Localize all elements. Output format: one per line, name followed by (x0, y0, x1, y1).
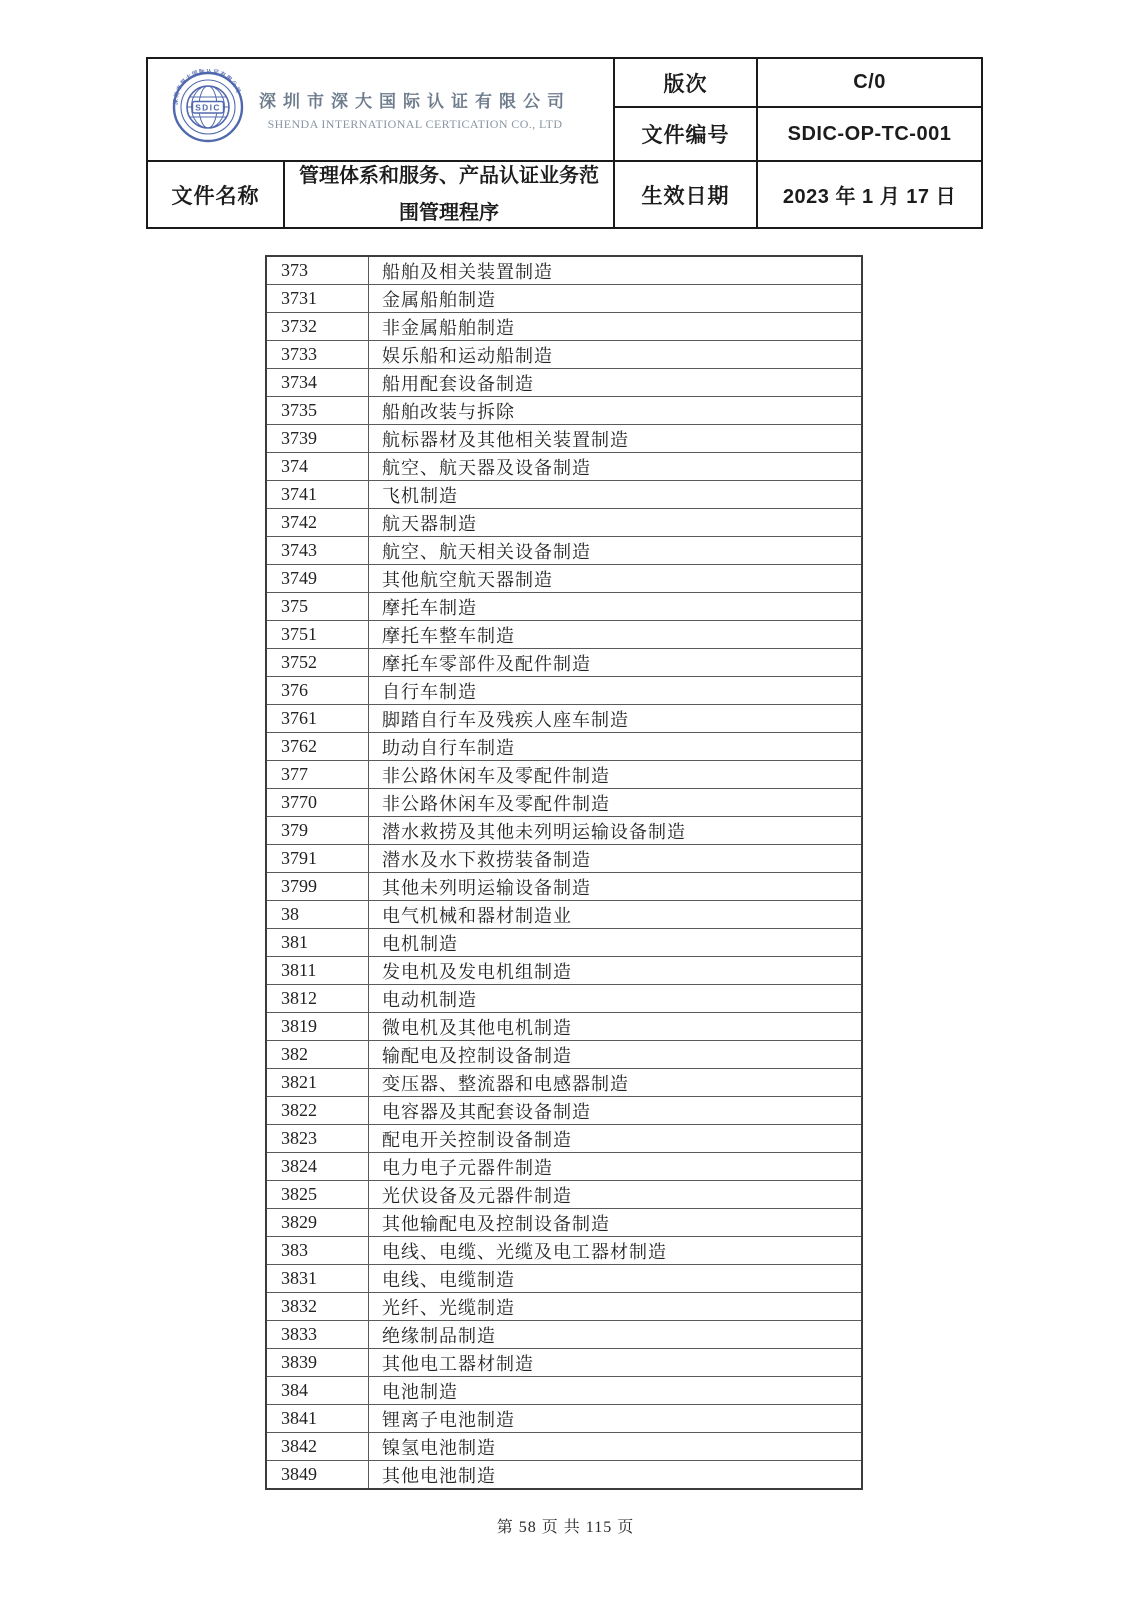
row-code: 3732 (267, 313, 369, 340)
doc-name-label: 文件名称 (148, 162, 285, 227)
row-code: 3751 (267, 621, 369, 648)
row-name: 自行车制造 (382, 681, 477, 702)
row-name: 摩托车整车制造 (382, 625, 515, 646)
row-code: 3824 (267, 1153, 369, 1180)
table-row (267, 369, 861, 397)
row-code: 3819 (267, 1013, 369, 1040)
doc-name-value: 管理体系和服务、产品认证业务范围管理程序 (285, 162, 615, 227)
row-name: 航空、航天相关设备制造 (382, 541, 591, 562)
company-logo-block (148, 59, 615, 162)
row-name: 输配电及控制设备制造 (382, 1045, 572, 1066)
table-row (267, 509, 861, 537)
row-name: 光伏设备及元器件制造 (382, 1185, 572, 1206)
row-code: 3825 (267, 1181, 369, 1208)
row-code: 3743 (267, 537, 369, 564)
row-name: 电机制造 (382, 933, 458, 954)
company-name-en: SHENDA INTERNATIONAL CERTICATION CO., LTD (267, 117, 563, 131)
table-row (267, 341, 861, 369)
row-name: 非公路休闲车及零配件制造 (382, 765, 610, 786)
row-name: 变压器、整流器和电感器制造 (382, 1073, 629, 1094)
row-code: 38 (267, 901, 369, 928)
svg-text:SDIC: SDIC (195, 102, 221, 113)
table-row (267, 985, 861, 1013)
row-name: 潜水及水下救捞装备制造 (382, 849, 591, 870)
table-row (267, 901, 861, 929)
sdic-globe-logo-icon (170, 69, 246, 150)
row-code: 3841 (267, 1405, 369, 1432)
row-name: 电力电子元器件制造 (382, 1157, 553, 1178)
row-name: 潜水救捞及其他未列明运输设备制造 (382, 821, 686, 842)
table-row (267, 1377, 861, 1405)
row-name: 配电开关控制设备制造 (382, 1129, 572, 1150)
table-row (267, 397, 861, 425)
table-row (267, 845, 861, 873)
row-name: 光纤、光缆制造 (382, 1297, 515, 1318)
row-code: 3829 (267, 1209, 369, 1236)
row-name: 电动机制造 (382, 989, 477, 1010)
table-row (267, 593, 861, 621)
row-name: 其他航空航天器制造 (382, 569, 553, 590)
row-code: 3823 (267, 1125, 369, 1152)
table-row (267, 257, 861, 285)
row-name: 电线、电缆、光缆及电工器材制造 (382, 1241, 667, 1262)
row-name: 航空、航天器及设备制造 (382, 457, 591, 478)
row-name: 摩托车制造 (382, 597, 477, 618)
table-row (267, 1097, 861, 1125)
row-name: 锂离子电池制造 (382, 1409, 515, 1430)
table-row (267, 565, 861, 593)
table-row (267, 929, 861, 957)
row-code: 382 (267, 1041, 369, 1068)
row-name: 船舶改装与拆除 (382, 401, 515, 422)
row-code: 3762 (267, 733, 369, 760)
table-row (267, 285, 861, 313)
table-row (267, 481, 861, 509)
row-name: 船用配套设备制造 (382, 373, 534, 394)
table-row (267, 425, 861, 453)
row-name: 助动自行车制造 (382, 737, 515, 758)
table-row (267, 313, 861, 341)
row-name: 绝缘制品制造 (382, 1325, 496, 1346)
table-row (267, 789, 861, 817)
row-name: 非金属船舶制造 (382, 317, 515, 338)
row-name: 电池制造 (382, 1381, 458, 1402)
table-row (267, 1321, 861, 1349)
row-name: 航天器制造 (382, 513, 477, 534)
company-name-block (259, 87, 571, 132)
row-code: 3752 (267, 649, 369, 676)
table-row (267, 1461, 861, 1488)
table-row (267, 537, 861, 565)
row-name: 其他未列明运输设备制造 (382, 877, 591, 898)
doc-number-value: SDIC-OP-TC-001 (758, 108, 981, 162)
row-code: 3742 (267, 509, 369, 536)
row-name: 非公路休闲车及零配件制造 (382, 793, 610, 814)
row-code: 3791 (267, 845, 369, 872)
table-row (267, 817, 861, 845)
row-name: 摩托车零部件及配件制造 (382, 653, 591, 674)
table-row (267, 649, 861, 677)
table-row (267, 1209, 861, 1237)
row-code: 3831 (267, 1265, 369, 1292)
row-name: 脚踏自行车及残疾人座车制造 (382, 709, 629, 730)
doc-number-label: 文件编号 (615, 108, 758, 162)
table-row (267, 1153, 861, 1181)
row-code: 3761 (267, 705, 369, 732)
row-code: 373 (267, 257, 369, 284)
effective-date-label: 生效日期 (615, 162, 758, 227)
version-value: C/0 (758, 59, 981, 108)
row-code: 3749 (267, 565, 369, 592)
table-row (267, 1181, 861, 1209)
row-name: 金属船舶制造 (382, 289, 496, 310)
page-number: 第 58 页 共 115 页 (496, 1519, 635, 1536)
row-name: 航标器材及其他相关装置制造 (382, 429, 629, 450)
row-code: 377 (267, 761, 369, 788)
row-code: 3839 (267, 1349, 369, 1376)
row-name: 微电机及其他电机制造 (382, 1017, 572, 1038)
row-code: 3739 (267, 425, 369, 452)
table-row (267, 873, 861, 901)
row-name: 其他电池制造 (382, 1465, 496, 1486)
table-row (267, 1125, 861, 1153)
table-row (267, 1293, 861, 1321)
table-row (267, 1405, 861, 1433)
row-code: 3770 (267, 789, 369, 816)
table-row (267, 1041, 861, 1069)
row-code: 3822 (267, 1097, 369, 1124)
row-code: 383 (267, 1237, 369, 1264)
table-row (267, 453, 861, 481)
row-code: 3731 (267, 285, 369, 312)
row-code: 3832 (267, 1293, 369, 1320)
row-code: 3741 (267, 481, 369, 508)
row-code: 379 (267, 817, 369, 844)
document-header-table (146, 57, 983, 229)
table-row (267, 1349, 861, 1377)
row-code: 384 (267, 1377, 369, 1404)
row-name: 电气机械和器材制造业 (382, 905, 572, 926)
row-code: 3735 (267, 397, 369, 424)
table-row (267, 1433, 861, 1461)
table-row (267, 705, 861, 733)
classification-table-body (265, 255, 863, 1490)
table-row (267, 1265, 861, 1293)
row-code: 375 (267, 593, 369, 620)
row-name: 娱乐船和运动船制造 (382, 345, 553, 366)
row-name: 其他电工器材制造 (382, 1353, 534, 1374)
svg-text:深圳市深大国际认证有限公司: 深圳市深大国际认证有限公司 (173, 69, 242, 105)
row-code: 374 (267, 453, 369, 480)
company-name-zh: 深圳市深大国际认证有限公司 (259, 92, 571, 111)
table-row (267, 1069, 861, 1097)
row-code: 3733 (267, 341, 369, 368)
row-code: 3849 (267, 1461, 369, 1488)
table-row (267, 1237, 861, 1265)
row-name: 发电机及发电机组制造 (382, 961, 572, 982)
row-code: 3811 (267, 957, 369, 984)
row-code: 3821 (267, 1069, 369, 1096)
table-row (267, 761, 861, 789)
row-code: 381 (267, 929, 369, 956)
row-name: 飞机制造 (382, 485, 458, 506)
table-row (267, 733, 861, 761)
row-code: 3833 (267, 1321, 369, 1348)
row-name: 船舶及相关装置制造 (382, 261, 553, 282)
table-row (267, 1013, 861, 1041)
row-name: 其他输配电及控制设备制造 (382, 1213, 610, 1234)
row-name: 电容器及其配套设备制造 (382, 1101, 591, 1122)
table-row (267, 621, 861, 649)
row-code: 3799 (267, 873, 369, 900)
row-name: 电线、电缆制造 (382, 1269, 515, 1290)
effective-date-value: 2023 年 1 月 17 日 (782, 186, 957, 208)
row-code: 3734 (267, 369, 369, 396)
row-name: 镍氢电池制造 (382, 1437, 496, 1458)
table-row (267, 957, 861, 985)
row-code: 376 (267, 677, 369, 704)
table-row (267, 677, 861, 705)
version-label: 版次 (615, 59, 758, 108)
row-code: 3842 (267, 1433, 369, 1460)
row-code: 3812 (267, 985, 369, 1012)
